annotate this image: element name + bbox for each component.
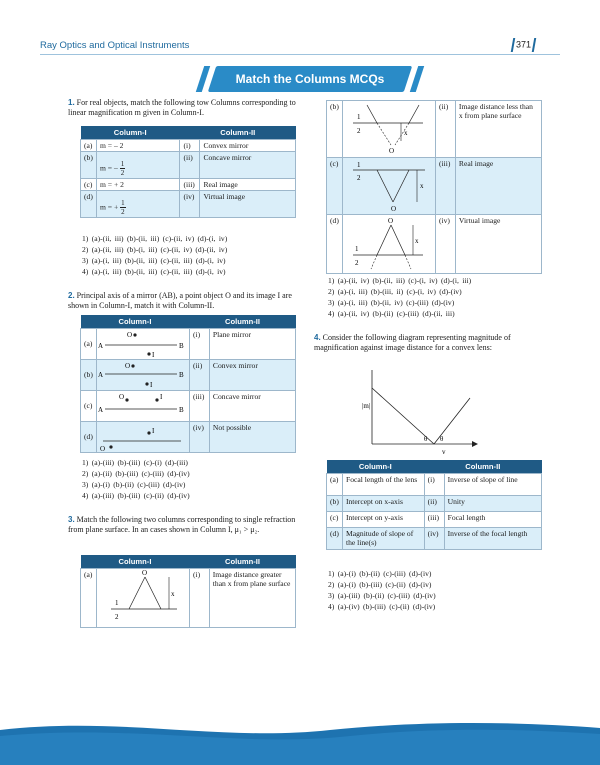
- row-roman: (iii): [189, 390, 209, 421]
- table-row: [81, 359, 296, 390]
- label-a: A: [97, 405, 104, 414]
- row-key: (b): [81, 151, 97, 178]
- diagram-cell: [96, 359, 189, 390]
- axis-diagram: [97, 391, 189, 421]
- q3-options: [328, 275, 471, 319]
- row-value: Focal length: [444, 511, 541, 527]
- table-row: [81, 151, 296, 178]
- question-2: [68, 291, 296, 311]
- option[interactable]: 4) (a)-(i, iii) (b)-(ii, iii) (c)-(ii, iii) (d)-(i, iv): [82, 267, 226, 276]
- object-label: O: [390, 205, 397, 213]
- question-text: Principal axis of a mirror (AB), a point object O and its image I are shown in Column-I, match it with Column-II.: [68, 291, 292, 310]
- column-1-header: Column-I: [81, 126, 180, 139]
- distance-label: x: [170, 589, 175, 598]
- row-value: Virtual image: [455, 215, 541, 274]
- row-value: Inverse of the focal length: [444, 527, 541, 549]
- row-key: (a): [327, 473, 343, 495]
- formula-text: m = +: [99, 201, 119, 211]
- table-row: [81, 328, 296, 359]
- column-2-header: Column-II: [424, 460, 541, 473]
- row-value: Convex mirror: [209, 359, 295, 390]
- row-roman: (ii): [189, 359, 209, 390]
- medium-1-label: 1: [354, 245, 359, 253]
- row-key: (d): [81, 421, 97, 452]
- q4-options: [328, 568, 436, 612]
- object-label: O: [388, 147, 395, 155]
- label-o: O: [126, 330, 133, 339]
- q1-options: [82, 233, 227, 277]
- row-value: Concave mirror: [209, 390, 295, 421]
- option[interactable]: 1) (a)-(ii, iv) (b)-(ii, iii) (c)-(i, iv) (d)-(i, iii): [328, 276, 472, 285]
- label-o: O: [124, 361, 131, 370]
- row-item: [96, 151, 179, 178]
- formula-text: m = –: [99, 162, 118, 172]
- column-1-header: Column-I: [81, 315, 190, 328]
- row-item: m = + 2: [96, 178, 179, 190]
- label-i: I: [151, 350, 155, 359]
- row-roman: (iv): [180, 190, 200, 217]
- row-value: Image distance less than x from plane surface: [455, 101, 541, 158]
- object-label: O: [141, 568, 148, 577]
- image-point: [147, 352, 150, 355]
- label-b: B: [178, 405, 184, 414]
- row-roman: (iii): [424, 511, 444, 527]
- table-row: [327, 473, 542, 495]
- row-key: (a): [81, 568, 97, 627]
- row-value: Real image: [200, 178, 296, 190]
- table-row: [327, 527, 542, 549]
- image-point: [145, 382, 148, 385]
- object-label: O: [387, 217, 394, 225]
- row-key: (b): [81, 359, 97, 390]
- fraction: [120, 199, 126, 216]
- label-i: I: [159, 392, 163, 401]
- diagram-cell: [96, 421, 189, 452]
- axis-diagram: [97, 360, 189, 390]
- page-number: [510, 38, 537, 52]
- object-point: [125, 398, 128, 401]
- medium-2-label: 2: [354, 259, 359, 267]
- row-value: Concave mirror: [200, 151, 296, 178]
- row-key: (c): [327, 158, 343, 215]
- row-roman: (ii): [180, 151, 200, 178]
- table-row: [81, 139, 296, 151]
- image-point: [147, 431, 150, 434]
- question-number: 3.: [68, 515, 75, 524]
- fraction-num: 1: [120, 159, 125, 168]
- row-key: (c): [81, 178, 97, 190]
- row-key: (d): [81, 190, 97, 217]
- row-value: Unity: [444, 495, 541, 511]
- axis-diagram: [97, 329, 189, 359]
- row-key: (d): [327, 215, 343, 274]
- question-text: Match the following two columns corresponding to single refraction from plane surface. In an cases shown in Column I, μ₁ > μ₂.: [68, 515, 296, 534]
- object-point: [131, 364, 134, 367]
- table-row: [81, 568, 296, 627]
- row-value: Image distance greater than x from plane surface: [209, 568, 295, 627]
- q2-match-table: [80, 315, 296, 453]
- table-row: [327, 215, 542, 274]
- table-row: [81, 390, 296, 421]
- angle-label-right: θ: [440, 435, 444, 443]
- section-banner: [212, 66, 408, 92]
- table-row: [327, 158, 542, 215]
- row-key: (b): [327, 495, 343, 511]
- medium-2-label: 2: [356, 174, 361, 182]
- table-row: [327, 495, 542, 511]
- q1-match-table: [80, 126, 296, 218]
- label-i: I: [151, 426, 155, 435]
- row-item: m = – 2: [96, 139, 179, 151]
- angle-label-left: θ: [424, 435, 428, 443]
- option[interactable]: 3) (a)-(i, iii) (b)-(ii, iv) (c)-(iii) (d)-(iv): [328, 298, 455, 307]
- row-roman: (ii): [435, 101, 455, 158]
- object-point: [109, 445, 112, 448]
- fraction-num: 1: [121, 198, 125, 207]
- refraction-diagram: [343, 215, 435, 273]
- column-2-header: Column-II: [189, 555, 295, 568]
- option[interactable]: 3) (a)-(i) (b)-(ii) (c)-(iii) (d)-(iv): [82, 480, 186, 489]
- column-2-header: Column-II: [180, 126, 296, 139]
- x-axis-label: v: [442, 448, 446, 456]
- row-roman: (i): [189, 328, 209, 359]
- table-row: [81, 178, 296, 190]
- row-roman: (i): [180, 139, 200, 151]
- distance-label: x: [419, 182, 424, 190]
- row-key: (d): [327, 527, 343, 549]
- image-point: [155, 398, 158, 401]
- table-row: [327, 511, 542, 527]
- diagram-cell: [342, 158, 435, 215]
- medium-1-label: 1: [356, 113, 361, 121]
- medium-1-label: 1: [114, 598, 119, 607]
- column-1-header: Column-I: [81, 555, 190, 568]
- label-a: A: [97, 341, 104, 350]
- label-i: I: [149, 380, 153, 389]
- question-4: [314, 333, 542, 353]
- axis-diagram: [97, 422, 189, 452]
- fraction: [120, 160, 126, 177]
- row-item: Intercept on x-axis: [342, 495, 424, 511]
- medium-2-label: 2: [356, 127, 361, 135]
- table-row: [81, 421, 296, 452]
- option[interactable]: 2) (a)-(i, iii) (b)-(iii, ii) (c)-(i, iv) (d)-(iv): [328, 287, 462, 296]
- medium-2-label: 2: [114, 612, 119, 621]
- label-o: O: [118, 392, 125, 401]
- row-value: Convex mirror: [200, 139, 296, 151]
- row-roman: (ii): [424, 495, 444, 511]
- option[interactable]: 3) (a)-(i, iii) (b)-(ii, iii) (c)-(ii, iii) (d)-(i, iv): [82, 256, 226, 265]
- table-row: [327, 101, 542, 158]
- question-number: 1.: [68, 98, 75, 107]
- row-value: Inverse of slope of line: [444, 473, 541, 495]
- row-value: Real image: [455, 158, 541, 215]
- refraction-diagram: [97, 569, 189, 627]
- column-1-header: Column-I: [327, 460, 425, 473]
- row-key: (c): [327, 511, 343, 527]
- object-point: [133, 333, 136, 336]
- question-text: For real objects, match the following tow Columns corresponding to linear magnification m given in Column-I.: [68, 98, 296, 117]
- row-value: Virtual image: [200, 190, 296, 217]
- distance-label: x: [403, 129, 408, 137]
- diagram-cell: [342, 215, 435, 274]
- diagram-cell: [342, 101, 435, 158]
- row-key: (a): [81, 139, 97, 151]
- column-2-header: Column-II: [189, 315, 295, 328]
- footer-wave: [0, 712, 600, 765]
- q3-match-table-part2: [326, 100, 542, 274]
- row-roman: (iii): [435, 158, 455, 215]
- question-number: 2.: [68, 291, 75, 300]
- option[interactable]: 1) (a)-(ii, iii) (b)-(ii, iii) (c)-(ii, iv) (d)-(i, iv): [82, 234, 228, 243]
- row-roman: (iv): [435, 215, 455, 274]
- row-item: Intercept on y-axis: [342, 511, 424, 527]
- section-title: Match the Columns MCQs: [235, 72, 385, 86]
- row-key: (c): [81, 390, 97, 421]
- refraction-diagram: [343, 101, 435, 157]
- question-3: [68, 515, 296, 535]
- question-text: Consider the following diagram representing magnitude of magnification against image distance for a convex lens:: [314, 333, 511, 352]
- q3-match-table-part1: [80, 555, 296, 628]
- row-roman: (iv): [189, 421, 209, 452]
- header-divider: [40, 54, 560, 55]
- option[interactable]: 3) (a)-(iii) (b)-(ii) (c)-(iii) (d)-(iv): [328, 591, 436, 600]
- q4-match-table: [326, 460, 542, 550]
- row-value: Not possible: [209, 421, 295, 452]
- row-roman: (i): [424, 473, 444, 495]
- question-number: 4.: [314, 333, 321, 342]
- option[interactable]: 4) (a)-(iii) (b)-(iii) (c)-(ii) (d)-(iv): [82, 491, 190, 500]
- row-item: [96, 190, 179, 217]
- row-key: (a): [81, 328, 97, 359]
- row-item: Magnitude of slope of the line(s): [342, 527, 424, 549]
- row-item: Focal length of the lens: [342, 473, 424, 495]
- row-roman: (i): [189, 568, 209, 627]
- option[interactable]: 4) (a)-(ii, iv) (b)-(ii) (c)-(iii) (d)-(ii, iii): [328, 309, 455, 318]
- option[interactable]: 1) (a)-(i) (b)-(ii) (c)-(iii) (d)-(iv): [328, 569, 432, 578]
- fraction-den: 2: [121, 207, 125, 216]
- option[interactable]: 2) (a)-(ii, iii) (b)-(i, iii) (c)-(ii, iv) (d)-(ii, iv): [82, 245, 228, 254]
- question-1: [68, 98, 296, 118]
- option[interactable]: 2) (a)-(ii) (b)-(iii) (c)-(iii) (d)-(iv): [82, 469, 190, 478]
- fraction-den: 2: [120, 168, 125, 177]
- label-b: B: [178, 370, 184, 379]
- diagram-cell: [96, 390, 189, 421]
- label-a: A: [97, 370, 104, 379]
- option[interactable]: 2) (a)-(i) (b)-(iii) (c)-(ii) (d)-(iv): [328, 580, 432, 589]
- row-roman: (iv): [424, 527, 444, 549]
- chapter-title: Ray Optics and Optical Instruments: [40, 40, 190, 51]
- option[interactable]: 4) (a)-(iv) (b)-(iii) (c)-(ii) (d)-(iv): [328, 602, 436, 611]
- option[interactable]: 1) (a)-(iii) (b)-(iii) (c)-(i) (d)-(iii): [82, 458, 188, 467]
- label-o: O: [99, 444, 106, 452]
- distance-label: x: [414, 237, 419, 245]
- refraction-diagram: [343, 158, 435, 214]
- diagram-cell: [96, 328, 189, 359]
- page-number-text: 371: [516, 39, 532, 50]
- row-value: Plane mirror: [209, 328, 295, 359]
- row-key: (b): [327, 101, 343, 158]
- diagram-cell: [96, 568, 189, 627]
- magnification-graph: [362, 368, 512, 458]
- row-roman: (iii): [180, 178, 200, 190]
- y-axis-label: |m|: [362, 402, 371, 410]
- q2-options: [82, 457, 190, 501]
- table-row: [81, 190, 296, 217]
- medium-1-label: 1: [356, 161, 361, 169]
- label-b: B: [178, 341, 184, 350]
